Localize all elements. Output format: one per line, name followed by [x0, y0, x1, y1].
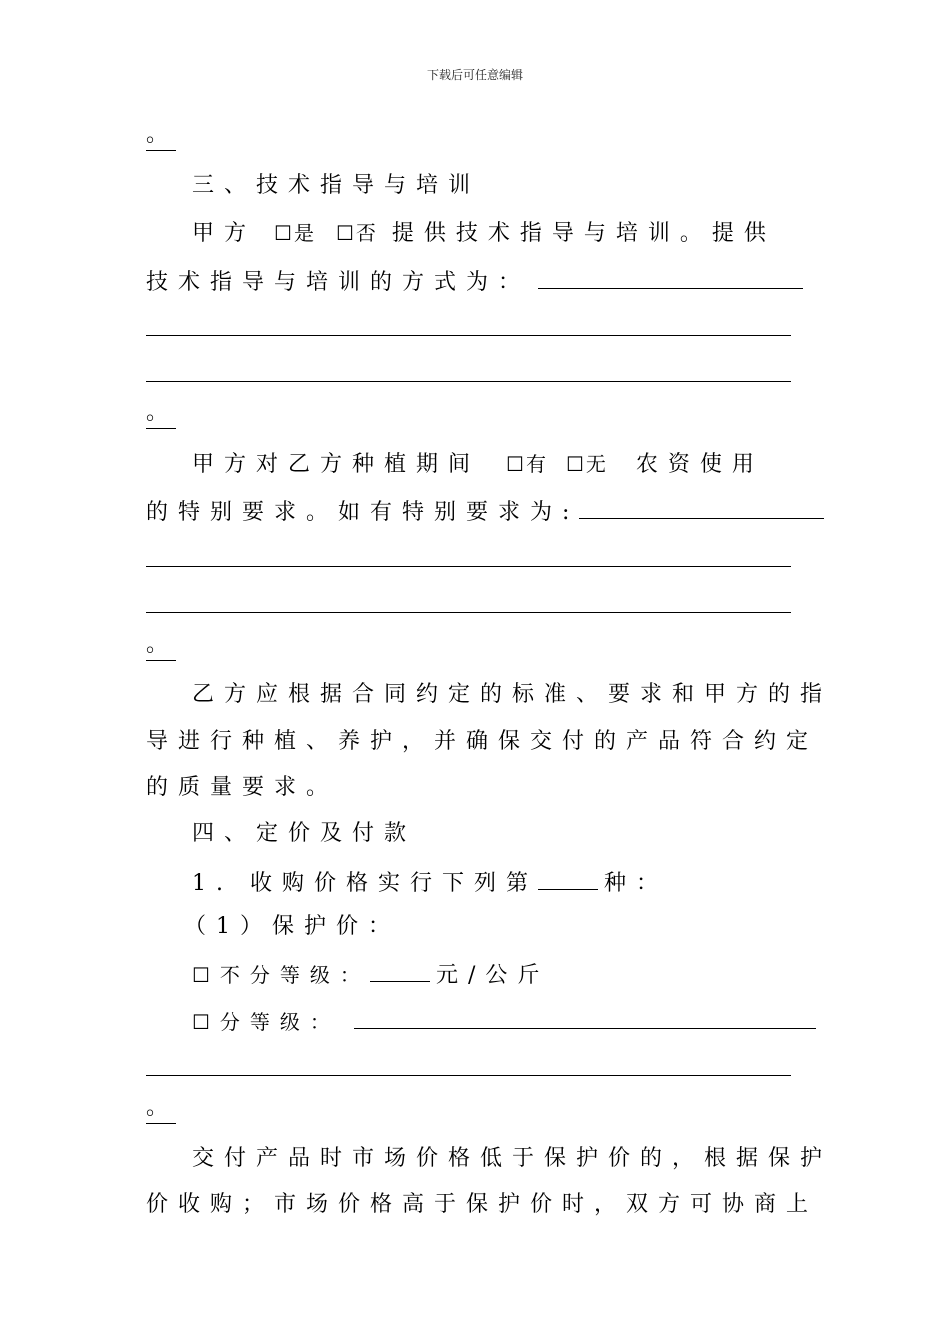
text-segment: 甲方对乙方种植期间 — [192, 452, 481, 477]
paragraph-line — [146, 496, 824, 524]
text-segment: 的特别要求。如有特别要求为: — [146, 500, 580, 525]
paragraph-line: 的质量要求。 — [146, 775, 339, 800]
period-mark: 。 — [146, 1095, 169, 1120]
checkbox-yes[interactable]: ☐有 — [506, 452, 548, 476]
section-title: 四、定价及付款 — [192, 821, 417, 846]
text-segment: 农资使用 — [635, 452, 764, 477]
text-segment: 技术指导与培训的方式为： — [146, 270, 531, 295]
text-segment: 甲方 — [192, 221, 257, 246]
paragraph-line — [192, 959, 549, 987]
checkbox-no[interactable]: ☐否 — [335, 221, 378, 245]
period-blank — [146, 402, 176, 429]
paragraph-line — [146, 266, 803, 294]
fill-blank[interactable] — [370, 959, 430, 982]
text-segment: 种： — [603, 871, 668, 896]
period-blank — [146, 1097, 176, 1124]
period-mark: 。 — [146, 632, 169, 657]
checkbox-yes[interactable]: ☐是 — [274, 221, 316, 245]
period-blank — [146, 634, 176, 661]
paragraph-line — [192, 1006, 816, 1034]
fill-line[interactable] — [146, 612, 791, 613]
paragraph-line — [192, 867, 668, 895]
fill-blank[interactable] — [538, 266, 803, 289]
paragraph-line — [192, 219, 776, 247]
fill-line[interactable] — [146, 381, 791, 382]
checkbox-no[interactable]: ☐无 — [565, 452, 608, 476]
page-header: 下载后可任意编辑 — [426, 68, 523, 82]
fill-line[interactable] — [146, 1075, 791, 1076]
checkbox-grade[interactable]: ☐分等级： — [192, 1010, 340, 1034]
fill-blank[interactable] — [538, 867, 598, 890]
period-mark: 。 — [146, 122, 169, 147]
period-mark: 。 — [146, 400, 169, 425]
paragraph-line: 交付产品时市场价格低于保护价的，根据保护 — [192, 1146, 833, 1171]
fill-blank[interactable] — [354, 1006, 816, 1029]
paragraph-line: （1）保护价： — [184, 914, 400, 939]
checkbox-no-grade[interactable]: ☐不分等级： — [192, 963, 370, 987]
paragraph-line — [192, 450, 764, 478]
text-segment: 元/公斤 — [435, 963, 550, 988]
paragraph-line: 价收购；市场价格高于保护价时，双方可协商上 — [146, 1192, 819, 1217]
paragraph-line: 导进行种植、养护，并确保交付的产品符合约定 — [146, 729, 819, 754]
fill-blank[interactable] — [579, 496, 824, 519]
period-blank — [146, 124, 176, 151]
text-segment: 1. 收购价格实行下列第 — [192, 871, 538, 896]
fill-line[interactable] — [146, 335, 791, 336]
fill-line[interactable] — [146, 566, 791, 567]
text-segment: 提供技术指导与培训。提供 — [391, 221, 776, 246]
paragraph-line: 乙方应根据合同约定的标准、要求和甲方的指 — [192, 682, 833, 707]
section-title: 三、技术指导与培训 — [192, 173, 481, 198]
